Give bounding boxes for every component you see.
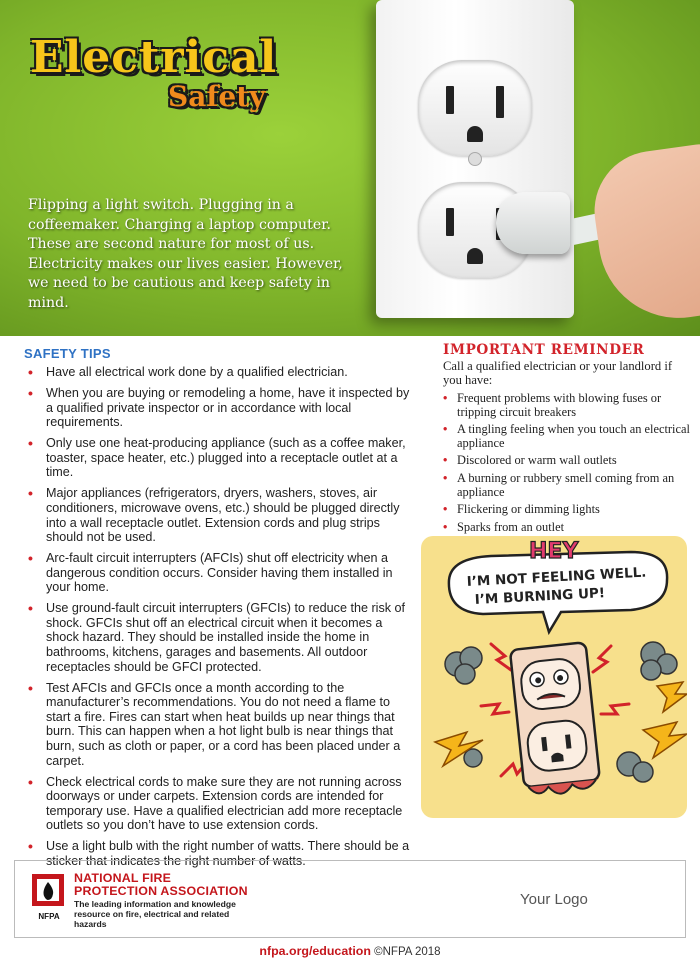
- speech-line-2: I’M BURNING UP!: [474, 585, 606, 608]
- bullet-icon: •: [28, 485, 33, 502]
- list-item: • Only use one heat-producing appliance (such as a coffee maker, toaster, space heater, etc.) plugged into a receptacle outlet at a time.: [28, 435, 406, 480]
- hey-text: HEY: [529, 539, 579, 564]
- list-item: • Have all electrical work done by a qualified electrician.: [28, 364, 348, 380]
- bullet-icon: •: [28, 679, 33, 696]
- important-reminder-section: [443, 342, 693, 538]
- list-item: • A tingling feeling when you touch an electrical appliance: [443, 422, 690, 450]
- education-link[interactable]: nfpa.org/education: [259, 944, 371, 958]
- list-item: • Sparks from an outlet: [443, 519, 565, 534]
- speech-line-1: I’M NOT FEELING WELL.: [466, 564, 647, 590]
- list-item: • Frequent problems with blowing fuses or tripping circuit breakers: [443, 391, 662, 419]
- hand-photo: [587, 142, 700, 328]
- bullet-icon: •: [28, 838, 33, 855]
- org-description: The leading information and knowledge resource on fire, electrical and related hazards: [74, 899, 236, 929]
- safety-tips-section: [24, 346, 416, 875]
- list-item: • When you are buying or remodeling a home, have it inspected by a qualified private inspector or in accordance with local requirements.: [28, 384, 410, 430]
- list-item: • Use a light bulb with the right number of watts. There should be a: [28, 838, 410, 855]
- bullet-icon: •: [443, 422, 448, 437]
- outlet-receptacle-top: [418, 60, 532, 156]
- hero-banner: [0, 0, 700, 336]
- copyright-text: ©NFPA 2018: [374, 946, 441, 958]
- nfpa-logo-text: NFPA: [38, 912, 60, 921]
- list-item: • Flickering or dimming lights: [443, 502, 600, 517]
- bullet-icon: •: [28, 550, 33, 567]
- intro-paragraph: Flipping a light switch. Plugging in a coffeemaker. Charging a laptop computer. These are second nature for most of us. Electricity makes our lives easier. However, we need to be cautious and keep safety in mind.: [28, 197, 343, 311]
- list-item: • Arc-fault circuit interrupters (AFCIs) shut off electricity when a dangerous condition occurs. Consider having them installed in your home.: [28, 550, 393, 595]
- list-item: • A burning or rubbery smell coming from an appliance: [443, 470, 675, 499]
- bullet-icon: •: [28, 364, 33, 380]
- bullet-icon: •: [443, 519, 448, 534]
- plug-icon: [496, 192, 570, 254]
- safety-tips-heading: SAFETY TIPS: [24, 346, 111, 361]
- title-block: [30, 34, 330, 113]
- bullet-icon: •: [443, 453, 448, 468]
- outlet-screw: [468, 152, 482, 166]
- safety-tips-list: [24, 365, 416, 869]
- list-item: • Major appliances (refrigerators, dryers, washers, stoves, air conditioners, microwave ovens, etc.) should be plugged directly into a wall receptacle outlet. Extension cords and plug strips should not be used.: [28, 485, 400, 545]
- list-item: • Discolored or warm wall outlets: [443, 453, 617, 468]
- footer-credit: [0, 944, 700, 958]
- org-name: NATIONAL FIRE PROTECTION ASSOCIATION: [74, 871, 248, 898]
- page-subtitle: Safety: [168, 80, 266, 113]
- bullet-icon: •: [28, 773, 33, 790]
- list-item: • Test AFCIs and GFCIs once a month according to the manufacturer’s recommendations. You do not need a flame to start a fire. Fires can start when heat builds up near things that burn. This can happen when a hot light bulb is near things that burn, such as cloth or paper, or a cord has been placed under a carpet.: [28, 679, 401, 768]
- burning-outlet-cartoon: [421, 536, 687, 818]
- cartoon-illustration: [421, 536, 687, 818]
- bullet-icon: •: [443, 470, 448, 485]
- outlet-character: [510, 642, 601, 797]
- bullet-icon: •: [28, 600, 33, 617]
- bullet-icon: •: [28, 384, 33, 401]
- your-logo-placeholder: Your Logo: [520, 891, 588, 908]
- reminder-intro: Call a qualified electrician or your landlord if you have:: [443, 359, 673, 387]
- bullet-icon: •: [443, 502, 448, 517]
- list-item: • Check electrical cords to make sure they are not running across doorways or under carpets. Extension cords are intended for temporary use. Have a qualified electrician add more receptacle outlets so you don’t have to use extension cords.: [28, 773, 403, 833]
- bullet-icon: •: [28, 435, 33, 452]
- nfpa-logo-icon: [30, 872, 66, 912]
- wall-outlet-photo: [376, 0, 574, 318]
- reminder-heading: IMPORTANT REMINDER: [443, 342, 645, 358]
- bullet-icon: •: [443, 391, 448, 405]
- page-title: Electrical: [30, 32, 278, 83]
- reminder-list: [443, 392, 693, 534]
- list-item: • Use ground-fault circuit interrupters (GFCIs) to reduce the risk of shock. GFCIs shut off an electrical circuit when it becomes a shock hazard. They should be installed inside the home in bathrooms, kitchens, garages and basements. All outdoor receptacles should be GFCI protected.: [28, 600, 406, 674]
